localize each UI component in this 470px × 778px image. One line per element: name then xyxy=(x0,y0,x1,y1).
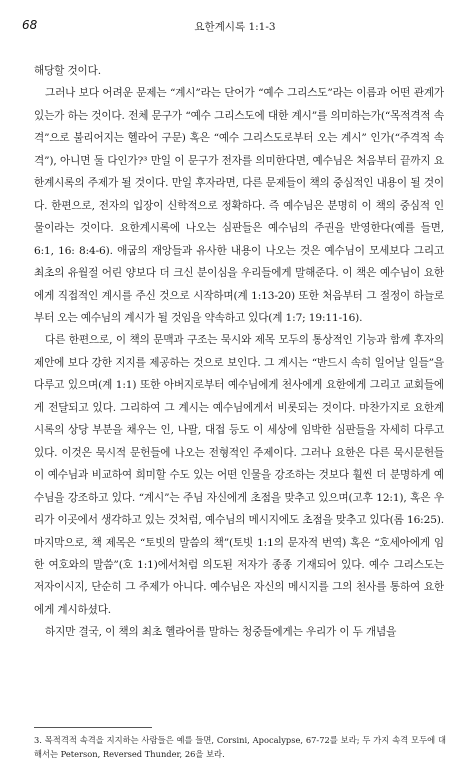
page-number: 68 xyxy=(22,18,38,32)
body-text xyxy=(34,60,444,644)
footnote-divider xyxy=(34,727,152,728)
footnote: 3. 목적격적 속격을 지지하는 사람들은 예를 들면, Corsini, Apocalypse, 67-72를 보라; 두 가지 속격 모두에 대해서는 Peterson, Reversed Thunder, 26을 보라. xyxy=(34,735,446,759)
running-head: 요한계시록 1:1-3 xyxy=(194,21,276,33)
paragraph: 그러나 보다 어려운 문제는 “계시”라는 단어가 “예수 그리스도”라는 이름과 어떤 관계가 있는가 하는 것이다. 전체 문구가 “예수 그리스도에 대한 계시”를 의미하는가(“목적격적 속격”으로 불리어지는 헬라어 구문) 혹은 “예수 그리스도로부터 오는 계시” 인가(“주격적 속격”), 아니면 둘 다인가?³ 만일 이 문구가 전자를 의미한다면, 예수님은 처음부터 끝까지 요한계시록의 주제가 될 것이다. 만일 후자라면, 다른 문제들이 책의 중심적인 내용이 될 것이다. 한편으로, 전자의 입장이 신학적으로 정확하다. 즉 예수님은 분명히 이 책의 중심적 인물이라는 것이다. 요한계시록에 나오는 심판들은 예수님의 주권을 반영한다(예를 들면, 6:1, 16: 8:4-6). 애굽의 재앙들과 유사한 내용이 나오는 것은 예수님이 모세보다 그리고 최초의 유월절 어린 양보다 더 크신 분이심을 우리들에게 말해준다. 이 책은 예수님이 요한에게 직접적인 계시를 주신 것으로 시작하며(계 1:13-20) 또한 처음부터 그 절정이 하늘로부터 오는 예수님의 계시가 될 것임을 약속하고 있다(계 1:7; 19:11-16). xyxy=(34,87,444,324)
paragraph: 하지만 결국, 이 책의 최초 헬라어를 말하는 청중들에게는 우리가 이 두 개념을 xyxy=(45,626,397,639)
paragraph: 다른 한편으로, 이 책의 문맥과 구조는 묵시와 제목 모두의 통상적인 기능과 함께 후자의 제안에 보다 강한 지지를 제공하는 것으로 보인다. 그 계시는 “반드시 속히 일어날 일들”을 다루고 있으며(계 1:1) 또한 아버지로부터 예수님에게 천사에게 요한에게 그리고 교회들에게 전달되고 있다. 그리하여 그 계시는 예수님에게서 비롯되는 것이다. 마찬가지로 요한계시록의 상당 부분을 채우는 인, 나팔, 대접 등도 이 세상에 임박한 심판들을 자세히 다루고 있다. 이것은 묵시적 문헌들에 나오는 전형적인 주제이다. 그러나 요한은 다른 묵시문헌들이 예수님과 비교하여 희미할 수도 있는 어떤 인물을 강조하는 것보다 훨씬 더 분명하게 예수님을 강조하고 있다. “계시”는 주님 자신에게 초점을 맞추고 있으며(고후 12:1), 혹은 우리가 이곳에서 생각하고 있는 것처럼, 예수님의 메시지에도 초점을 맞추고 있다(롬 16:25). 마지막으로, 책 제목은 “토빗의 말씀의 책”(토빗 1:1의 문자적 번역) 혹은 “호세아에게 임한 여호와의 말씀”(호 1:1)에서처럼 의도된 저자가 종종 기재되어 있다. 예수 그리스도는 저자이시지, 단순히 그 주제가 아니다. 예수님은 자신의 메시지를 그의 천사를 통하여 요한에게 계시하셨다. xyxy=(34,334,444,616)
paragraph: 해당할 것이다. xyxy=(34,65,101,77)
page-header xyxy=(22,18,448,34)
